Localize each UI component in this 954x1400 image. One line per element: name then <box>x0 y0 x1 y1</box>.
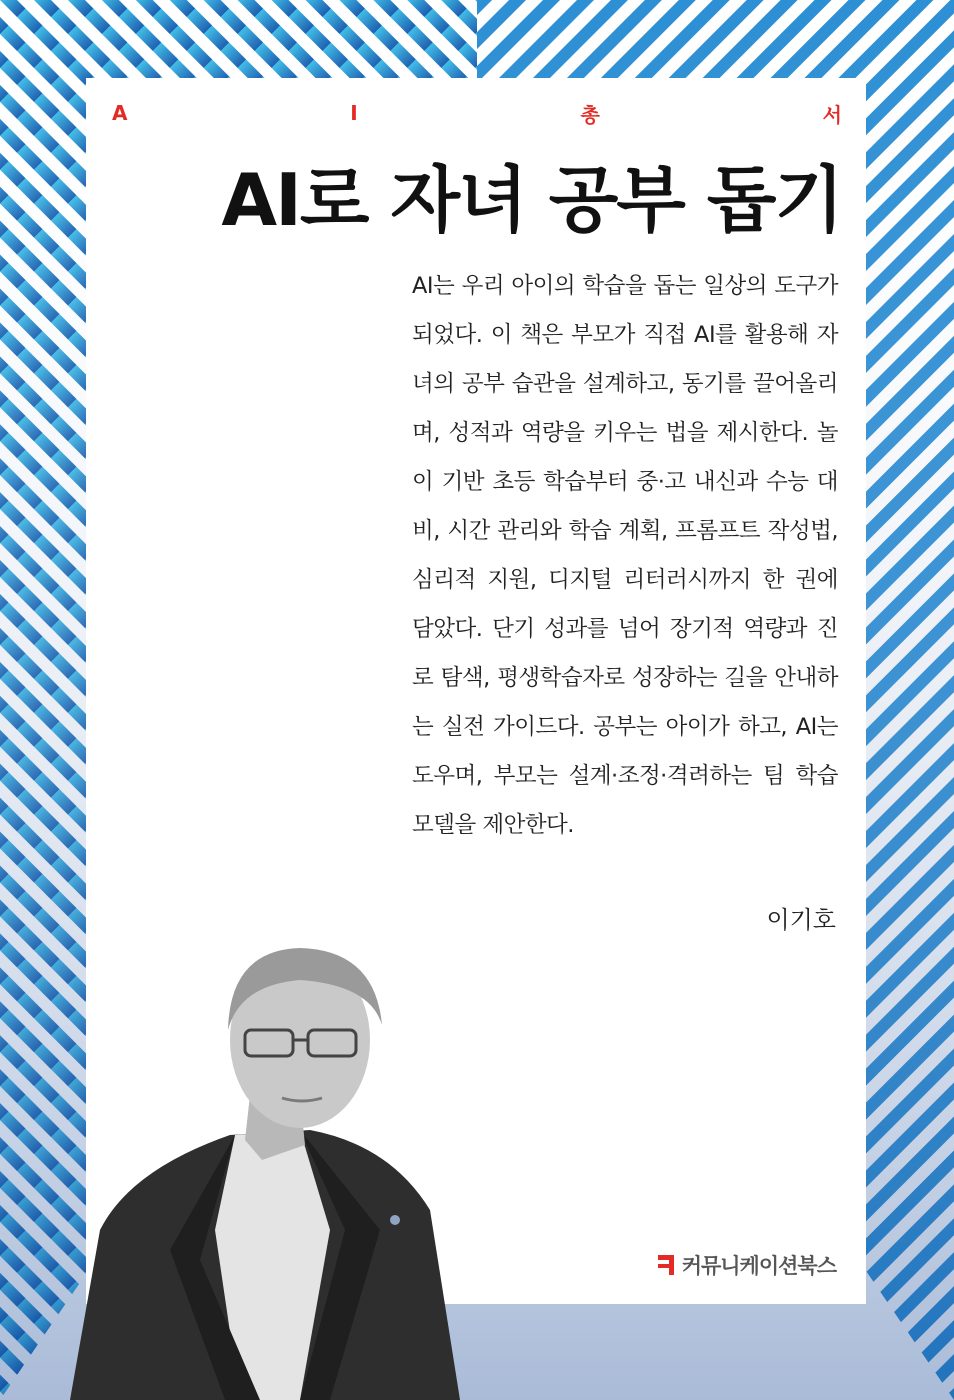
series-letter-1: A <box>112 101 128 125</box>
author-name: 이기호 <box>766 906 836 934</box>
publisher-name: 커뮤니케이션북스 <box>681 1254 836 1278</box>
book-title: AI로 자녀 공부 돕기 <box>221 158 842 242</box>
series-letter-3: 총 <box>580 102 600 127</box>
author-portrait <box>0 930 520 1400</box>
series-letter-2: I <box>350 101 358 125</box>
publisher <box>656 1250 836 1280</box>
publisher-logo-icon <box>656 1253 676 1277</box>
series-label <box>112 100 842 126</box>
series-letter-4: 서 <box>822 102 842 127</box>
book-description: AI는 우리 아이의 학습을 돕는 일상의 도구가 되었다. 이 책은 부모가 직접 AI를 활용해 자녀의 공부 습관을 설계하고, 동기를 끌어올리며, 성적과 역량을 키우는 법을 제시한다. 놀이 기반 초등 학습부터 중·고 내신과 수능 대비, 시간 관리와 학습 계획, 프롬프트 작성법, 심리적 지원, 디지털 리터러시까지 한 권에 담았다. 단기 성과를 넘어 장기적 역량과 진로 탐색, 평생학습자로 성장하는 길을 안내하는 실전 가이드다. 공부는 아이가 하고, AI는 도우며, 부모는 설계·조정·격려하는 팀 학습 모델을 제안한다. <box>412 273 838 838</box>
